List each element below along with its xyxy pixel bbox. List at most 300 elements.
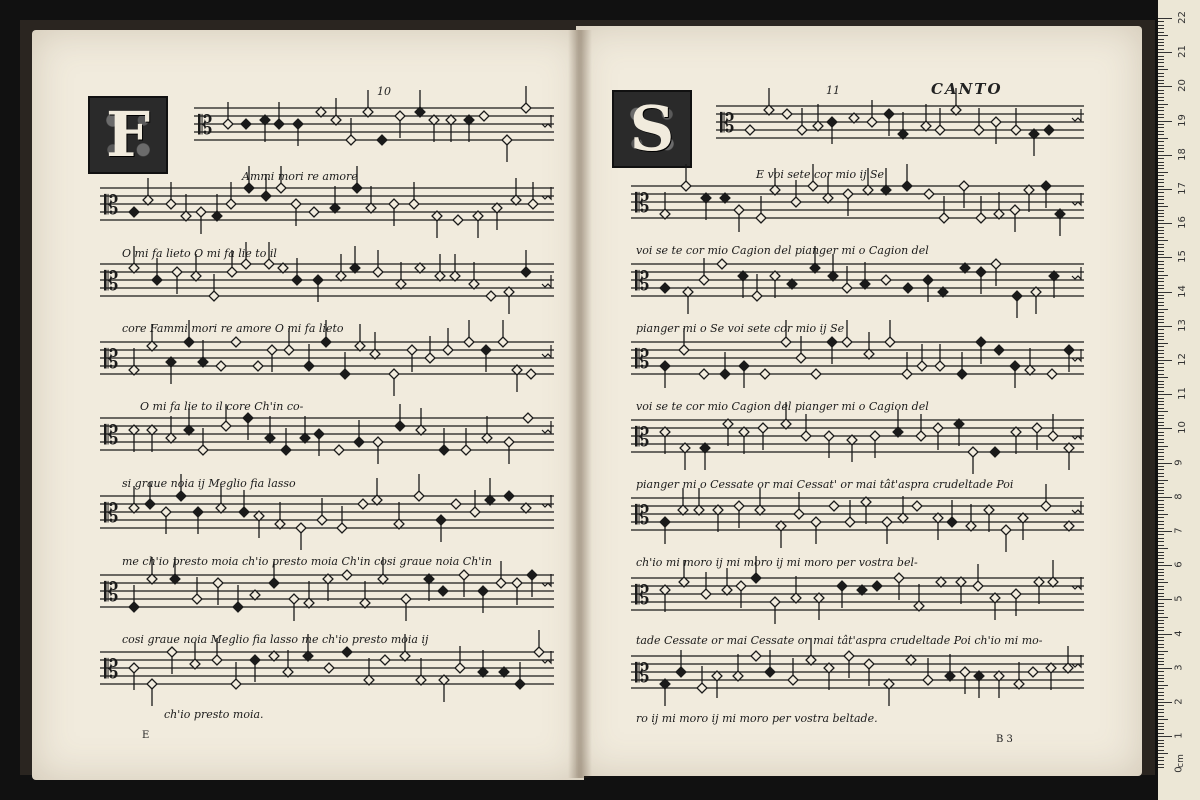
clef-icon: 𝄡	[635, 581, 650, 611]
custos-icon	[1072, 193, 1081, 205]
ruler-tick	[1158, 528, 1164, 529]
ruler-tick	[1158, 192, 1164, 193]
ruler-tick	[1158, 220, 1164, 221]
ruler-tick	[1158, 384, 1164, 385]
custos-icon	[1072, 109, 1081, 121]
note-icon	[336, 254, 346, 281]
ruler-tick	[1158, 233, 1164, 234]
note-icon	[966, 504, 976, 531]
note-icon	[945, 654, 955, 681]
ruler-label: 12	[1176, 353, 1188, 366]
ruler-tick	[1158, 401, 1164, 402]
note-icon	[355, 324, 365, 351]
ruler-tick	[1158, 637, 1164, 638]
clef-icon: 𝄡	[104, 191, 119, 221]
ruler-tick	[1158, 49, 1164, 50]
note-icon	[760, 369, 770, 379]
ruler-tick	[1158, 671, 1164, 672]
ruler-tick	[1158, 357, 1164, 358]
note-icon	[921, 104, 931, 131]
note-icon	[241, 119, 251, 129]
note-icon	[394, 502, 404, 529]
ruler-tick	[1158, 569, 1164, 570]
ruler-tick	[1158, 651, 1168, 652]
ruler-tick	[1158, 459, 1164, 460]
clef-icon: 𝄡	[104, 421, 119, 451]
ruler-tick	[1158, 285, 1164, 286]
ruler-tick	[1158, 158, 1164, 159]
note-icon	[872, 581, 882, 591]
ruler-tick	[1158, 127, 1164, 128]
note-icon	[1064, 443, 1074, 470]
ruler-tick	[1158, 247, 1164, 248]
note-icon	[738, 271, 748, 298]
clef-icon: 𝄡	[104, 499, 119, 529]
note-icon	[453, 215, 463, 225]
ruler-tick	[1158, 746, 1164, 747]
note-icon	[924, 189, 934, 199]
note-icon	[147, 679, 157, 706]
note-icon	[824, 663, 834, 690]
note-icon	[1012, 291, 1022, 318]
note-icon	[451, 499, 461, 509]
ruler-tick	[1158, 599, 1172, 600]
ruler-tick	[1158, 80, 1164, 81]
note-icon	[479, 111, 489, 121]
note-icon	[860, 262, 870, 289]
ruler-tick	[1158, 699, 1164, 700]
note-icon	[990, 447, 1000, 457]
ruler-tick	[1158, 336, 1164, 337]
ruler-tick	[1158, 723, 1164, 724]
lyric-line: E voi sete cor mio ij Se	[756, 168, 885, 181]
note-icon	[733, 654, 743, 681]
ruler-tick	[1158, 240, 1168, 241]
ruler-tick	[1158, 237, 1164, 238]
note-icon	[309, 207, 319, 217]
ruler-tick	[1158, 145, 1164, 146]
note-icon	[722, 568, 732, 595]
note-icon	[898, 112, 908, 139]
note-icon	[216, 486, 226, 513]
ruler-tick	[1158, 428, 1172, 429]
note-icon	[1031, 287, 1041, 314]
ruler-tick	[1158, 719, 1168, 720]
ruler-unit-label: cm	[1175, 754, 1186, 768]
note-icon	[198, 340, 208, 367]
note-icon	[304, 581, 314, 608]
note-icon	[1024, 185, 1034, 212]
note-icon	[216, 361, 226, 371]
note-icon	[681, 164, 691, 191]
custos-icon	[542, 115, 551, 127]
ruler-tick	[1158, 227, 1164, 228]
ruler-tick	[1158, 490, 1164, 491]
lyric-line: voi se te cor mio Cagion del pianger mi o Cagion del	[636, 244, 929, 257]
ruler-tick	[1158, 322, 1164, 323]
ruler-tick	[1158, 28, 1164, 29]
note-icon	[994, 671, 1004, 698]
ruler-tick	[1158, 463, 1172, 464]
right-page	[576, 26, 1142, 776]
ruler-label: 18	[1176, 147, 1188, 161]
note-icon	[770, 271, 780, 298]
ruler-tick	[1158, 298, 1164, 299]
ruler-tick	[1158, 339, 1164, 340]
ruler-tick	[1158, 210, 1164, 211]
ruler-tick	[1158, 124, 1164, 125]
note-icon	[492, 203, 502, 230]
ruler-tick	[1158, 216, 1164, 217]
note-icon	[694, 488, 704, 515]
ruler-tick	[1158, 716, 1164, 717]
ruler-tick	[1158, 630, 1164, 631]
note-icon	[424, 574, 434, 601]
ruler-tick	[1158, 575, 1164, 576]
ruler-tick	[1158, 302, 1164, 303]
custos-icon	[1072, 267, 1081, 279]
note-icon	[813, 104, 823, 131]
ruler-tick	[1158, 360, 1172, 361]
ruler-tick	[1158, 76, 1164, 77]
note-icon	[129, 486, 139, 513]
note-icon	[231, 337, 241, 347]
note-icon	[745, 125, 755, 135]
note-icon	[331, 98, 341, 125]
ruler-tick	[1158, 18, 1172, 19]
ruler-tick	[1158, 589, 1164, 590]
ruler-tick	[1158, 695, 1164, 696]
custos-icon	[542, 421, 551, 433]
lyric-line: ch'io presto moia.	[164, 708, 264, 721]
ruler-tick	[1158, 66, 1164, 67]
ruler-tick	[1158, 736, 1172, 737]
clef-icon: 𝄡	[720, 109, 735, 139]
ruler-tick	[1158, 644, 1164, 645]
ruler-tick	[1158, 726, 1164, 727]
ruler-tick	[1158, 148, 1164, 149]
ruler-tick	[1158, 316, 1164, 317]
ruler-label: 3	[1173, 664, 1185, 671]
custos-icon	[542, 495, 551, 507]
lyric-line: ro ij mi moro ij mi moro per vostra beltade.	[636, 712, 878, 725]
ruler-tick	[1158, 83, 1164, 84]
note-icon	[678, 488, 688, 515]
note-icon	[181, 194, 191, 221]
note-icon	[885, 320, 895, 347]
ruler-tick	[1158, 675, 1164, 676]
note-icon	[1001, 525, 1011, 552]
ruler-tick	[1158, 548, 1168, 549]
ruler-tick	[1158, 541, 1164, 542]
ruler-label: 20	[1176, 79, 1188, 93]
ruler-tick	[1158, 189, 1172, 190]
ruler-tick	[1158, 257, 1172, 258]
note-icon	[429, 115, 439, 142]
ruler-tick	[1158, 596, 1164, 597]
ruler-tick	[1158, 186, 1164, 187]
page-number: 10	[377, 85, 391, 98]
note-icon	[415, 90, 425, 117]
ruler-tick	[1158, 381, 1164, 382]
ruler-tick	[1158, 627, 1164, 628]
ruler-tick	[1158, 504, 1164, 505]
lyric-line: O mi fa lie to il core Ch'in co-	[140, 400, 304, 413]
ruler-tick	[1158, 531, 1172, 532]
ruler-tick	[1158, 678, 1164, 679]
note-icon	[1049, 271, 1059, 298]
ruler-tick	[1158, 271, 1164, 272]
ruler-tick	[1158, 168, 1164, 169]
ruler-tick	[1158, 473, 1164, 474]
ruler-tick	[1158, 750, 1164, 751]
ruler-tick	[1158, 524, 1164, 525]
ruler-tick	[1158, 760, 1164, 761]
ruler-tick	[1158, 281, 1164, 282]
note-icon	[334, 445, 344, 455]
note-icon	[994, 345, 1004, 355]
ruler-label: 13	[1176, 318, 1188, 332]
note-icon	[330, 186, 340, 213]
note-icon	[504, 287, 514, 314]
note-icon	[717, 259, 727, 269]
ruler-tick	[1158, 309, 1168, 310]
ruler-tick	[1158, 449, 1164, 450]
note-icon	[683, 287, 693, 314]
note-icon	[660, 283, 670, 293]
lyric-line: O mi fa lieto O mi fa lie to il	[122, 247, 277, 260]
ruler-tick	[1158, 661, 1164, 662]
ruler-label: 10	[1176, 421, 1188, 435]
note-icon	[372, 478, 382, 505]
ruler-tick	[1158, 654, 1164, 655]
ruler-tick	[1158, 134, 1164, 135]
ruler-tick	[1158, 408, 1164, 409]
ruler-tick	[1158, 230, 1164, 231]
note-icon	[1063, 646, 1073, 673]
ruler-tick	[1158, 613, 1164, 614]
ruler-tick	[1158, 56, 1164, 57]
ruler-tick	[1158, 712, 1164, 713]
clef-icon: 𝄡	[104, 655, 119, 685]
ruler-tick	[1158, 545, 1164, 546]
note-icon	[884, 679, 894, 706]
ruler-tick	[1158, 305, 1164, 306]
ruler-tick	[1158, 377, 1168, 378]
ruler-tick	[1158, 353, 1164, 354]
note-icon	[1014, 662, 1024, 689]
note-icon	[364, 658, 374, 685]
note-icon	[435, 254, 445, 281]
ruler-tick	[1158, 326, 1172, 327]
ruler-tick	[1158, 493, 1164, 494]
ruler-tick	[1158, 162, 1164, 163]
ruler-tick	[1158, 295, 1164, 296]
ruler-tick	[1158, 69, 1168, 70]
ruler-tick	[1158, 223, 1172, 224]
note-icon	[482, 416, 492, 443]
note-icon	[893, 410, 903, 437]
ruler-tick	[1158, 572, 1164, 573]
note-icon	[296, 523, 306, 550]
note-icon	[464, 320, 474, 347]
note-icon	[498, 320, 508, 347]
note-icon	[414, 474, 424, 501]
ruler-tick	[1158, 740, 1164, 741]
note-icon	[751, 651, 761, 661]
note-icon	[861, 497, 871, 524]
ruler-label: 14	[1176, 284, 1188, 298]
lyric-line: pianger mi o Cessate or mai Cessat' or mai tât'aspra crudeltade Poi	[636, 478, 1014, 491]
ruler-tick	[1158, 52, 1172, 53]
ruler-label: 11	[1176, 387, 1188, 401]
note-icon	[764, 88, 774, 115]
ruler-tick	[1158, 275, 1168, 276]
clef-icon: 𝄡	[104, 578, 119, 608]
note-icon	[847, 435, 857, 462]
ruler-tick	[1158, 394, 1172, 395]
clef-icon: 𝄡	[635, 267, 650, 297]
custos-icon	[1072, 427, 1081, 439]
ruler-tick	[1158, 86, 1172, 87]
ruler-tick	[1158, 681, 1164, 682]
note-icon	[446, 115, 456, 142]
ruler-tick	[1158, 312, 1164, 313]
ruler-tick	[1158, 196, 1164, 197]
ruler-tick	[1158, 620, 1164, 621]
note-icon	[486, 291, 496, 301]
ruler-tick	[1158, 363, 1164, 364]
ruler-tick	[1158, 62, 1164, 63]
ruler-tick	[1158, 579, 1164, 580]
clef-icon: 𝄡	[104, 345, 119, 375]
note-icon	[389, 369, 399, 396]
ruler-tick	[1158, 42, 1164, 43]
ruler-tick	[1158, 251, 1164, 252]
ruler-tick	[1158, 151, 1164, 152]
ruler-tick	[1158, 593, 1164, 594]
note-icon	[253, 361, 263, 371]
note-icon	[954, 419, 964, 446]
ruler-tick	[1158, 278, 1164, 279]
note-icon	[439, 675, 449, 702]
ruler-tick	[1158, 141, 1164, 142]
music-staves	[576, 26, 1142, 726]
note-icon	[1046, 663, 1056, 690]
ruler-tick	[1158, 582, 1168, 583]
lyric-line: core Fammi mori re amore O mi fa lieto	[122, 322, 344, 335]
ruler-tick	[1158, 319, 1164, 320]
note-icon	[660, 427, 670, 454]
ruler-tick	[1158, 729, 1164, 730]
ruler-tick	[1158, 767, 1164, 768]
ruler-tick	[1158, 702, 1172, 703]
note-icon	[350, 246, 360, 273]
lyric-line: si graue noia ij Meglio fia lasso	[122, 477, 296, 490]
ruler-tick	[1158, 664, 1164, 665]
ruler-tick	[1158, 155, 1172, 156]
ruler-tick	[1158, 688, 1164, 689]
ruler-tick	[1158, 391, 1164, 392]
ruler-tick	[1158, 507, 1164, 508]
ruler-tick	[1158, 110, 1164, 111]
ruler-tick	[1158, 442, 1164, 443]
note-icon	[526, 369, 536, 379]
note-icon	[370, 332, 380, 359]
note-icon	[968, 447, 978, 474]
ruler-tick	[1158, 90, 1164, 91]
note-icon	[951, 88, 961, 115]
note-icon	[416, 658, 426, 685]
ruler-tick	[1158, 21, 1164, 22]
decorated-initial: S	[612, 90, 692, 168]
ruler-label: 2	[1173, 698, 1185, 705]
note-icon	[377, 135, 387, 145]
note-icon	[129, 425, 139, 452]
part-header: CANTO	[931, 80, 1003, 98]
ruler-tick	[1158, 565, 1172, 566]
note-icon	[933, 513, 943, 540]
ruler-tick	[1158, 292, 1172, 293]
custos-icon	[542, 187, 551, 199]
ruler-label: 6	[1173, 561, 1185, 568]
note-icon	[534, 630, 544, 657]
note-icon	[512, 365, 522, 392]
left-page	[32, 30, 584, 780]
ruler-tick	[1158, 446, 1168, 447]
note-icon	[723, 419, 733, 446]
ruler-tick	[1158, 517, 1164, 518]
clef-icon: 𝄡	[104, 267, 119, 297]
note-icon	[680, 443, 690, 470]
clef-icon: 𝄡	[635, 659, 650, 689]
ruler-label: 0	[1173, 766, 1185, 774]
note-icon	[432, 211, 442, 238]
ruler-tick	[1158, 640, 1164, 641]
ruler-tick	[1158, 45, 1164, 46]
ruler-label: 1	[1173, 732, 1185, 739]
ruler-tick	[1158, 213, 1164, 214]
note-icon	[366, 186, 376, 213]
note-icon	[660, 585, 670, 612]
ruler-tick	[1158, 558, 1164, 559]
lyric-line: voi se te cor mio Cagion del pianger mi o Cagion del	[636, 400, 929, 413]
ruler-tick	[1158, 521, 1164, 522]
note-icon	[1025, 348, 1035, 375]
note-icon	[713, 505, 723, 532]
ruler-tick	[1158, 466, 1164, 467]
ruler-tick	[1158, 439, 1164, 440]
music-staves	[32, 30, 584, 730]
note-icon	[147, 425, 157, 452]
custos-icon	[542, 275, 551, 287]
ruler-tick	[1158, 182, 1164, 183]
ruler-tick	[1158, 100, 1164, 101]
ruler-tick	[1158, 404, 1164, 405]
ruler-tick	[1158, 733, 1164, 734]
ruler-tick	[1158, 562, 1164, 563]
ruler-tick	[1158, 586, 1164, 587]
ruler-tick	[1158, 634, 1172, 635]
note-icon	[791, 576, 801, 603]
ruler-tick	[1158, 432, 1164, 433]
ruler-tick	[1158, 606, 1164, 607]
note-icon	[712, 671, 722, 698]
ruler-tick	[1158, 165, 1164, 166]
note-icon	[660, 679, 670, 706]
ruler-tick	[1158, 538, 1164, 539]
note-icon	[166, 416, 176, 443]
